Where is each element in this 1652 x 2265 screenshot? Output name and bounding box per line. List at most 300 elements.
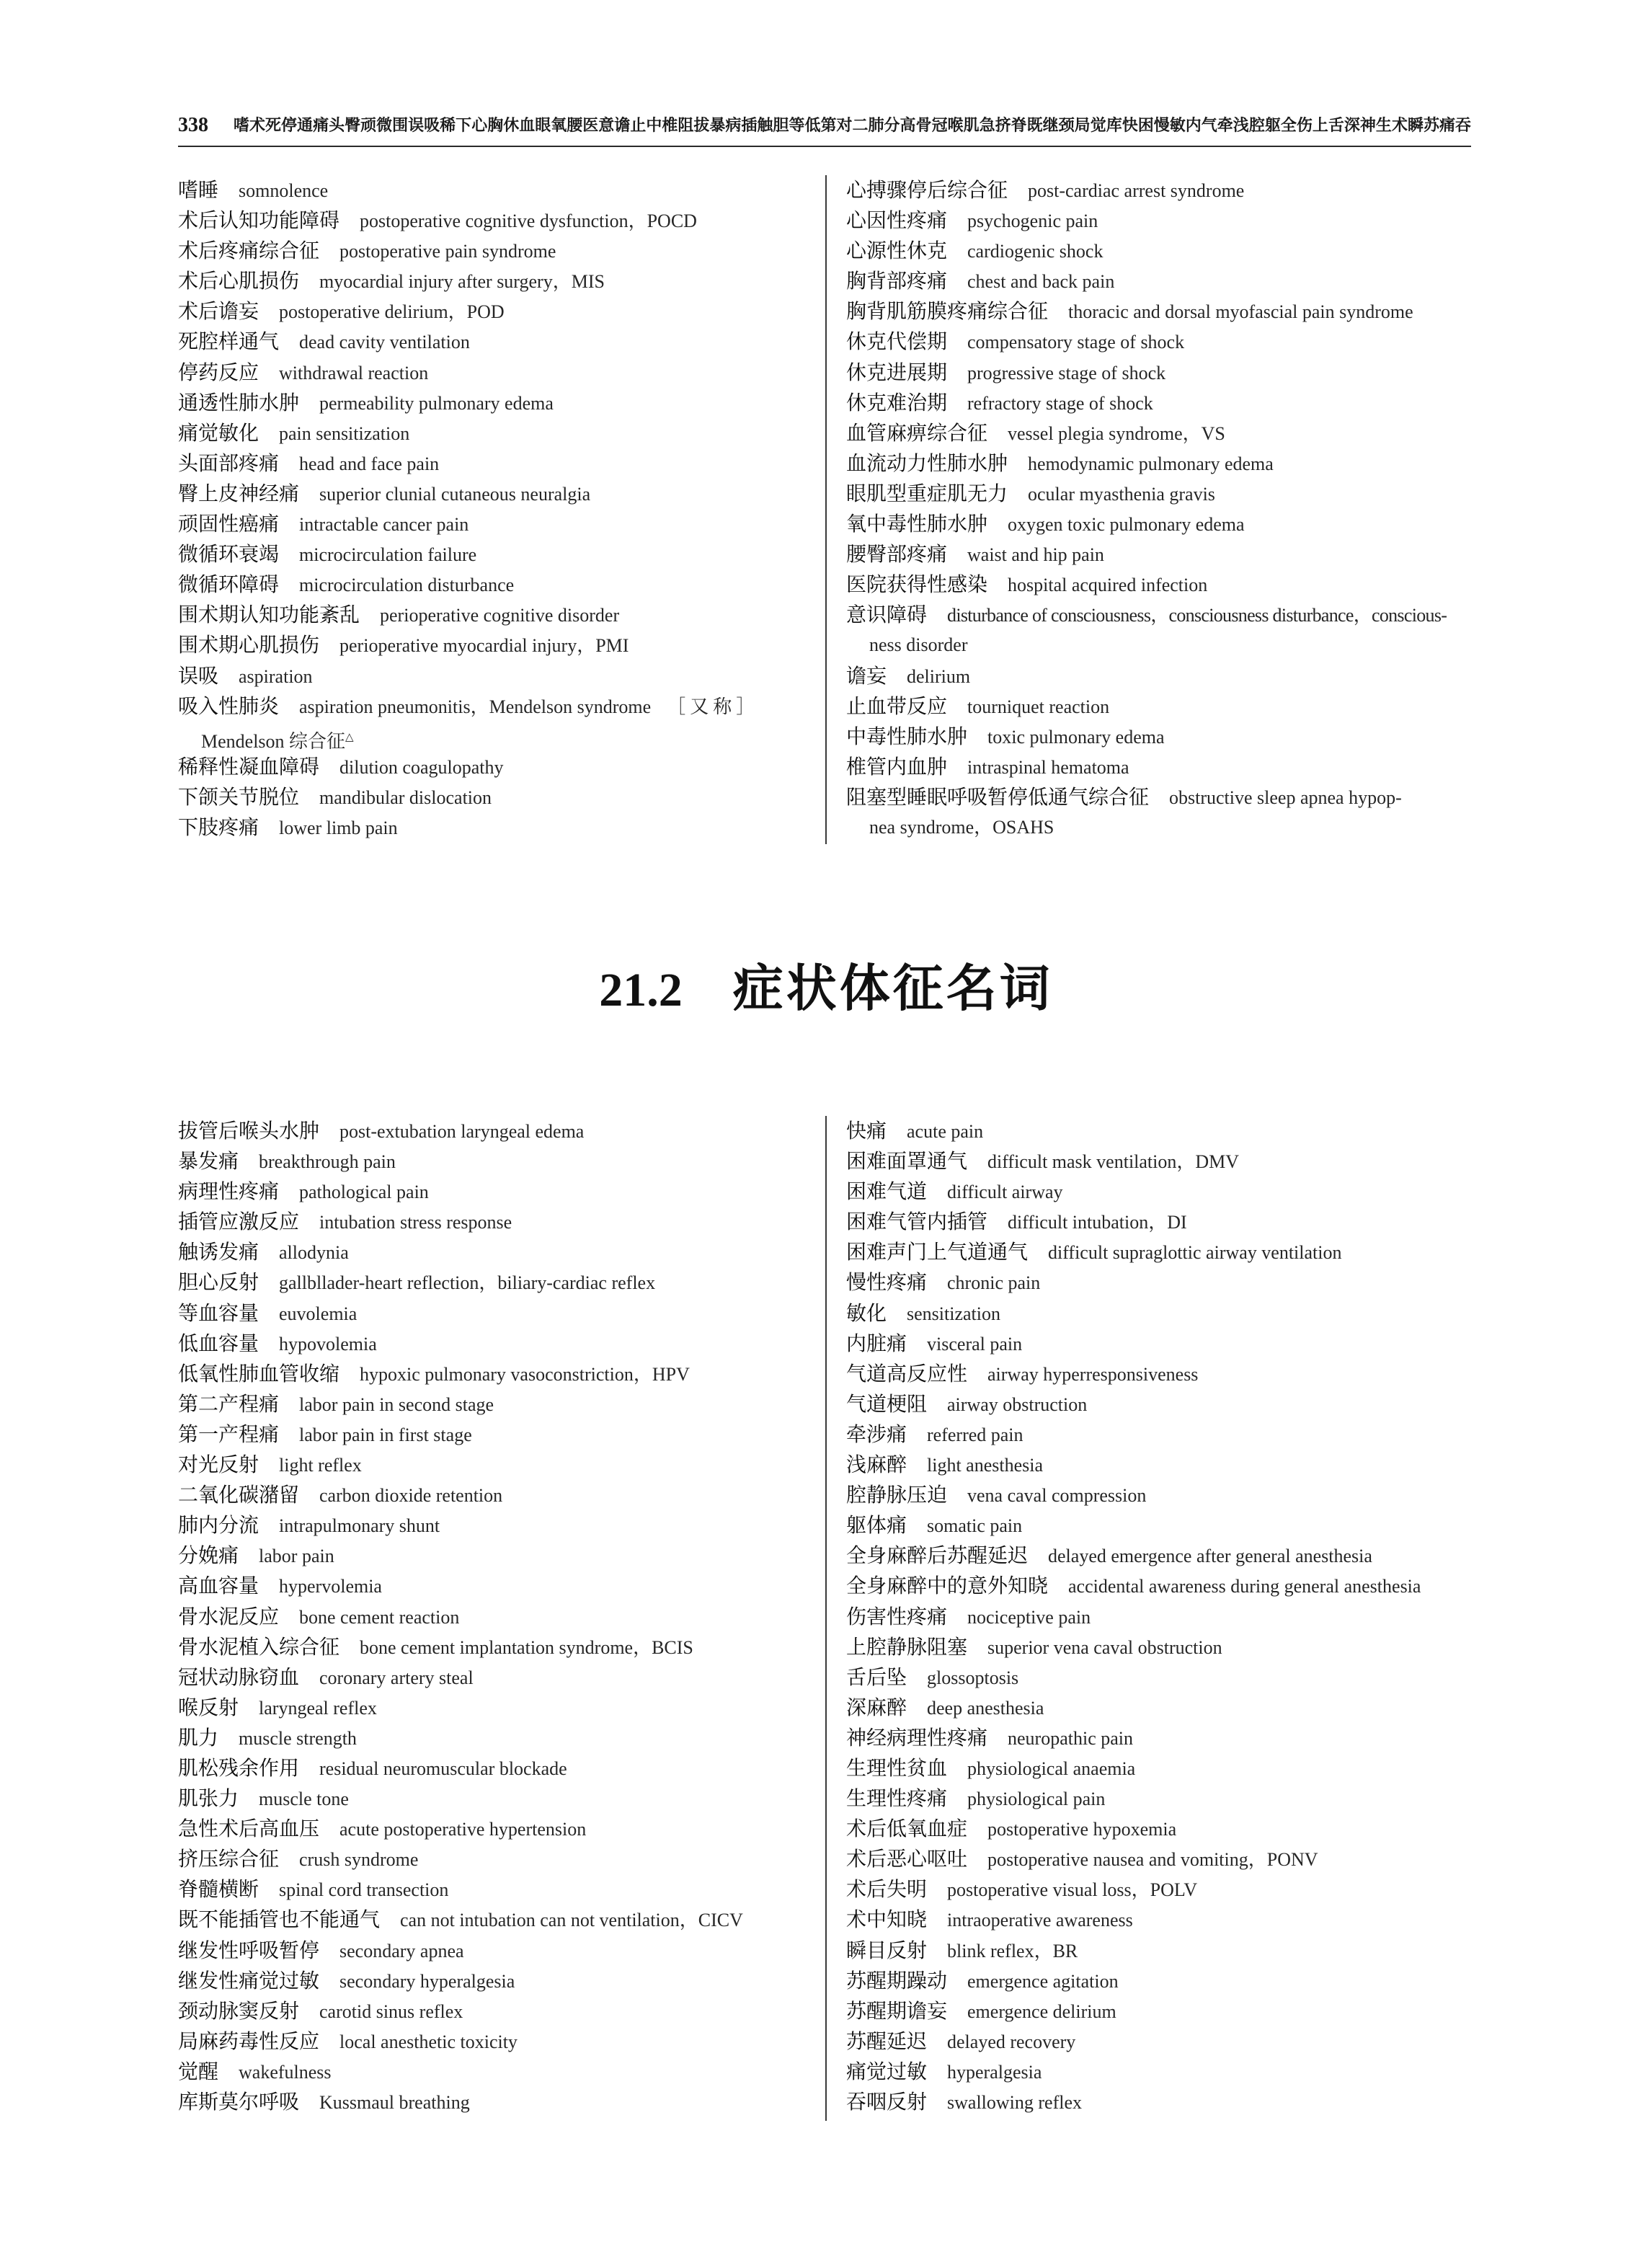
term-chinese: 喉反射 (178, 1695, 239, 1719)
term-entry (178, 1267, 812, 1298)
term-chinese: 困难面罩通气 (846, 1149, 968, 1174)
term-chinese: 颈动脉窦反射 (178, 1998, 300, 2023)
term-english: oxygen toxic pulmonary edema (1008, 514, 1245, 536)
term-english: can not intubation can not ventilation，CICV (400, 1910, 743, 1931)
term-line (846, 691, 1472, 722)
term-line (178, 1237, 812, 1267)
term-line (846, 1723, 1472, 1753)
term-line (846, 1298, 1472, 1329)
term-chinese: 浅麻醉 (846, 1453, 907, 1477)
term-english: postoperative cognitive dysfunction，POCD (360, 210, 697, 232)
column-divider (825, 1116, 827, 2121)
term-english: refractory stage of shock (967, 392, 1153, 414)
term-entry (178, 1541, 812, 1571)
term-entry (846, 1753, 1472, 1783)
term-entry (846, 2057, 1472, 2087)
term-line (178, 691, 812, 722)
running-head-index: 嗜术死停通痛头臀顽微围误吸稀下心胸休血眼氧腰医意谵止中椎阻拔暴病插触胆等低第对二肺分高骨冠喉肌急挤脊既继颈局觉库快困慢敏内气牵浅腔躯全伤上舌深神生术瞬苏痛吞 (234, 116, 1471, 135)
term-english: aspiration (239, 665, 313, 687)
term-entry (846, 661, 1472, 691)
term-english: airway obstruction (947, 1393, 1088, 1415)
term-line (178, 1207, 812, 1237)
term-entry (178, 1329, 812, 1359)
term-entry (178, 1176, 812, 1207)
term-entry (846, 1359, 1472, 1389)
term-english: light reflex (279, 1455, 362, 1476)
term-line (846, 1571, 1472, 1601)
term-entry (846, 1146, 1472, 1176)
term-chinese: 血流动力性肺水肿 (846, 451, 1008, 475)
term-line (846, 782, 1472, 812)
term-line (846, 327, 1472, 357)
term-entry (846, 1602, 1472, 1632)
term-line (846, 1541, 1472, 1571)
term-chinese: 挤压综合征 (178, 1847, 280, 1871)
term-entry (846, 1116, 1472, 1146)
term-line (178, 539, 812, 569)
term-chinese: 术后心肌损伤 (178, 269, 300, 293)
term-entry (178, 1693, 812, 1723)
running-head (178, 110, 1471, 141)
term-chinese: 骨水泥反应 (178, 1604, 280, 1628)
term-line (178, 358, 812, 388)
term-line (846, 1207, 1472, 1237)
term-line (846, 661, 1472, 691)
term-chinese: 术后失明 (846, 1877, 928, 1902)
term-english: emergence delirium (967, 2000, 1116, 2022)
term-column-right (846, 1116, 1472, 2117)
term-chinese: 医院获得性感染 (846, 572, 988, 597)
term-entry (178, 1602, 812, 1632)
term-english: euvolemia (279, 1303, 358, 1324)
term-chinese: 肺内分流 (178, 1513, 259, 1538)
term-english: labor pain (259, 1546, 334, 1567)
term-english: microcirculation failure (299, 544, 477, 566)
term-english: post-extubation laryngeal edema (339, 1121, 585, 1142)
term-chinese: 躯体痛 (846, 1513, 907, 1538)
term-entry (178, 2057, 812, 2087)
term-entry (178, 388, 812, 418)
term-entry (846, 509, 1472, 539)
column-divider (825, 175, 827, 844)
term-line (178, 1510, 812, 1541)
term-english: psychogenic pain (967, 210, 1098, 232)
term-chinese: 高血容量 (178, 1574, 259, 1598)
term-english-continued: Mendelson 综合征 (201, 730, 346, 752)
term-chinese: 休克代偿期 (846, 329, 948, 354)
term-chinese: 插管应激反应 (178, 1210, 300, 1234)
term-english: myocardial injury after surgery，MIS (319, 271, 605, 293)
term-entry (178, 1662, 812, 1693)
term-entry (846, 1207, 1472, 1237)
term-line (846, 1146, 1472, 1176)
term-chinese: 舌后坠 (846, 1665, 907, 1689)
term-line (178, 1844, 812, 1874)
term-entry (846, 327, 1472, 357)
term-line (846, 1602, 1472, 1632)
term-entry (846, 1450, 1472, 1480)
term-english: hypoxic pulmonary vasoconstriction，HPV (360, 1363, 690, 1385)
term-english: local anesthetic toxicity (339, 2031, 518, 2052)
term-chinese: 腰臀部疼痛 (846, 542, 948, 567)
term-entry (178, 630, 812, 660)
term-chinese: 二氧化碳潴留 (178, 1483, 300, 1507)
term-entry (846, 1541, 1472, 1571)
term-chinese: 肌松残余作用 (178, 1755, 300, 1780)
term-english: ocular myasthenia gravis (1028, 483, 1215, 505)
term-chinese: 谵妄 (846, 663, 887, 688)
term-chinese: 氧中毒性肺水肿 (846, 512, 988, 536)
term-line (178, 1632, 812, 1662)
term-english: breakthrough pain (259, 1151, 396, 1173)
term-chinese: 暴发痛 (178, 1149, 239, 1174)
term-line (846, 509, 1472, 539)
term-entry (846, 448, 1472, 479)
term-entry (846, 1905, 1472, 1935)
term-chinese: 微循环障碍 (178, 572, 280, 597)
term-entry (846, 1389, 1472, 1419)
term-entry (178, 1571, 812, 1601)
term-line-continued (846, 630, 1472, 660)
term-english: postoperative visual loss，POLV (947, 1879, 1198, 1901)
term-entry (178, 569, 812, 600)
term-line (178, 1662, 812, 1693)
term-english: waist and hip pain (967, 544, 1104, 566)
term-chinese: 困难气道 (846, 1179, 928, 1204)
term-english: aspiration pneumonitis，Mendelson syndrome (299, 696, 652, 717)
term-english: muscle tone (259, 1788, 349, 1810)
term-entry (846, 569, 1472, 600)
term-english: superior clunial cutaneous neuralgia (319, 483, 591, 505)
term-entry (178, 1389, 812, 1419)
term-entry (178, 812, 812, 843)
term-line (178, 1966, 812, 1996)
term-chinese: 苏醒期谵妄 (846, 1998, 948, 2023)
term-chinese: 内脏痛 (846, 1331, 907, 1355)
term-line (846, 2087, 1472, 2117)
term-line (178, 1723, 812, 1753)
term-english: referred pain (927, 1424, 1023, 1445)
term-line (846, 1632, 1472, 1662)
term-line (178, 569, 812, 600)
term-line (178, 661, 812, 691)
term-line (178, 1693, 812, 1723)
term-english: cardiogenic shock (967, 241, 1103, 262)
term-chinese: 微循环衰竭 (178, 542, 280, 567)
term-line (178, 175, 812, 205)
term-entry (178, 2026, 812, 2057)
term-column-left (178, 1116, 812, 2117)
term-entry (846, 358, 1472, 388)
section-number: 21.2 (599, 964, 683, 1016)
term-chinese: 顽固性癌痛 (178, 512, 280, 536)
term-english: postoperative delirium，POD (279, 301, 505, 323)
term-english: deep anesthesia (927, 1697, 1044, 1719)
term-entry (846, 1996, 1472, 2026)
term-line (846, 296, 1472, 327)
term-chinese: 肌力 (178, 1725, 219, 1750)
term-chinese: 痛觉敏化 (178, 420, 259, 445)
term-entry (846, 1632, 1472, 1662)
term-line (846, 266, 1472, 296)
term-entry (846, 1662, 1472, 1693)
term-line (178, 1419, 812, 1450)
term-line (178, 205, 812, 236)
term-entry (846, 722, 1472, 752)
term-line (846, 1267, 1472, 1298)
term-line (846, 1844, 1472, 1874)
term-line (178, 479, 812, 509)
term-chinese: 继发性痛觉过敏 (178, 1968, 320, 1993)
term-line (178, 388, 812, 418)
term-english: head and face pain (299, 453, 440, 474)
term-entry (178, 1966, 812, 1996)
term-entry (846, 479, 1472, 509)
term-line (846, 1237, 1472, 1267)
term-chinese: 觉醒 (178, 2059, 219, 2083)
term-chinese: 困难声门上气道通气 (846, 1240, 1029, 1264)
term-chinese: 吞咽反射 (846, 2090, 928, 2114)
term-chinese: 触诱发痛 (178, 1240, 259, 1264)
term-line (846, 418, 1472, 448)
term-entry (178, 1996, 812, 2026)
term-chinese: 上腔静脉阻塞 (846, 1634, 968, 1659)
term-column-right (846, 175, 1472, 843)
term-line (846, 205, 1472, 236)
term-english-continued: nea syndrome，OSAHS (869, 816, 1054, 838)
term-line (846, 1783, 1472, 1814)
term-entry (846, 1693, 1472, 1723)
term-english: accidental awareness during general anesthesia (1068, 1576, 1421, 1597)
term-english: mandibular dislocation (319, 786, 492, 808)
term-line (846, 1116, 1472, 1146)
term-english: chronic pain (947, 1272, 1041, 1294)
term-chinese: 深麻醉 (846, 1695, 907, 1719)
term-line (178, 1389, 812, 1419)
term-line (178, 1298, 812, 1329)
term-line (846, 236, 1472, 266)
term-chinese: 全身麻醉后苏醒延迟 (846, 1543, 1029, 1568)
term-english: difficult airway (947, 1182, 1063, 1203)
term-chinese: 继发性呼吸暂停 (178, 1938, 320, 1962)
term-english: labor pain in first stage (299, 1424, 472, 1445)
term-entry (178, 1450, 812, 1480)
term-line (178, 266, 812, 296)
term-english: toxic pulmonary edema (987, 726, 1165, 748)
term-entry (846, 205, 1472, 236)
term-english: hospital acquired infection (1008, 575, 1208, 596)
term-line (846, 2057, 1472, 2087)
term-entry (178, 752, 812, 782)
term-chinese: 休克难治期 (846, 390, 948, 415)
term-entry (846, 388, 1472, 418)
term-chinese: 生理性疼痛 (846, 1786, 948, 1811)
term-chinese: 痛觉过敏 (846, 2059, 928, 2083)
term-chinese: 快痛 (846, 1119, 887, 1143)
term-english: vessel plegia syndrome，VS (1008, 422, 1225, 444)
term-chinese: 苏醒期躁动 (846, 1968, 948, 1993)
term-chinese: 下肢疼痛 (178, 815, 259, 839)
term-english: somatic pain (927, 1515, 1023, 1537)
term-entry (846, 1419, 1472, 1450)
term-english: pain sensitization (279, 422, 410, 444)
term-line (178, 1936, 812, 1966)
term-entry (846, 1176, 1472, 1207)
term-english: postoperative hypoxemia (987, 1819, 1177, 1840)
term-english: thoracic and dorsal myofascial pain syndrome (1068, 301, 1413, 323)
term-chinese: 骨水泥植入综合征 (178, 1634, 340, 1659)
term-line (178, 2087, 812, 2117)
term-line (846, 1389, 1472, 1419)
term-line (846, 1450, 1472, 1480)
superscript-mark: △ (345, 730, 354, 743)
term-english: visceral pain (927, 1333, 1023, 1355)
term-chinese: 第二产程痛 (178, 1391, 280, 1416)
term-line (846, 358, 1472, 388)
term-line (178, 2026, 812, 2057)
term-line (846, 1874, 1472, 1905)
term-line (178, 296, 812, 327)
term-line (846, 1419, 1472, 1450)
term-english: wakefulness (239, 2061, 332, 2083)
term-english: coronary artery steal (319, 1667, 474, 1688)
term-line (178, 509, 812, 539)
term-line (178, 1753, 812, 1783)
term-entry (178, 1844, 812, 1874)
term-chinese: 气道高反应性 (846, 1361, 968, 1386)
term-line-continued (846, 812, 1472, 843)
term-line (846, 2026, 1472, 2057)
term-chinese: 对光反射 (178, 1453, 259, 1477)
term-english: permeability pulmonary edema (319, 392, 554, 414)
term-entry (178, 236, 812, 266)
term-chinese: 意识障碍 (846, 603, 928, 627)
term-english: postoperative nausea and vomiting，PONV (987, 1849, 1318, 1871)
term-line (846, 1359, 1472, 1389)
term-entry (178, 1632, 812, 1662)
term-english: superior vena caval obstruction (987, 1636, 1222, 1658)
term-chinese: 血管麻痹综合征 (846, 420, 988, 445)
term-entry (178, 539, 812, 569)
term-entry (178, 296, 812, 327)
term-line (178, 1541, 812, 1571)
term-english: delayed recovery (947, 2031, 1076, 2052)
term-english: labor pain in second stage (299, 1393, 494, 1415)
term-english: blink reflex，BR (947, 1940, 1078, 1962)
term-line (178, 418, 812, 448)
term-chinese: 低氧性肺血管收缩 (178, 1361, 340, 1386)
term-entry (178, 175, 812, 205)
term-chinese: 肌张力 (178, 1786, 239, 1811)
term-english: airway hyperresponsiveness (987, 1363, 1199, 1385)
term-english: spinal cord transection (279, 1879, 449, 1901)
term-line (846, 569, 1472, 600)
term-chinese: 嗜睡 (178, 178, 219, 202)
term-chinese: 死腔样通气 (178, 329, 280, 354)
term-english: vena caval compression (967, 1485, 1147, 1507)
term-chinese: 等血容量 (178, 1300, 259, 1325)
term-english: dead cavity ventilation (299, 332, 470, 353)
term-english: carotid sinus reflex (319, 2000, 463, 2022)
term-english: progressive stage of shock (967, 362, 1166, 384)
term-entry (846, 1966, 1472, 1996)
term-english: bone cement implantation syndrome，BCIS (360, 1636, 693, 1658)
term-english: perioperative myocardial injury，PMI (339, 635, 629, 657)
term-entry (846, 296, 1472, 327)
term-english: nociceptive pain (967, 1606, 1091, 1628)
term-entry (846, 752, 1472, 782)
term-chinese: 胆心反射 (178, 1270, 259, 1295)
term-english: hemodynamic pulmonary edema (1028, 453, 1274, 474)
term-chinese: 下颌关节脱位 (178, 784, 300, 809)
term-chinese: 冠状动脉窃血 (178, 1665, 300, 1689)
term-entry (846, 1814, 1472, 1844)
term-chinese: 通透性肺水肿 (178, 390, 300, 415)
term-english: crush syndrome (299, 1849, 419, 1871)
term-chinese: 术后认知功能障碍 (178, 208, 340, 233)
term-line (178, 1267, 812, 1298)
term-english: hyperalgesia (947, 2061, 1042, 2083)
term-chinese: 臀上皮神经痛 (178, 481, 300, 505)
term-english: sensitization (907, 1303, 1000, 1324)
term-line (178, 812, 812, 843)
header-rule (178, 146, 1471, 147)
term-chinese: 腔静脉压迫 (846, 1483, 948, 1507)
term-line (178, 1905, 812, 1935)
term-line (178, 1996, 812, 2026)
term-english: obstructive sleep apnea hypop- (1169, 786, 1402, 808)
term-entry (178, 1905, 812, 1935)
term-line (178, 1116, 812, 1146)
term-english: post-cardiac arrest syndrome (1028, 180, 1245, 201)
term-entry (846, 2026, 1472, 2057)
term-chinese: 吸入性肺炎 (178, 693, 280, 718)
term-english: residual neuromuscular blockade (319, 1758, 567, 1779)
term-line (846, 1966, 1472, 1996)
term-entry (178, 418, 812, 448)
term-chinese: 第一产程痛 (178, 1422, 280, 1446)
term-english: intraspinal hematoma (967, 756, 1129, 778)
term-chinese: 术后恶心呕吐 (846, 1847, 968, 1871)
term-line (178, 1146, 812, 1176)
term-entry (178, 1298, 812, 1329)
term-line (846, 600, 1472, 630)
term-line (178, 2057, 812, 2087)
term-chinese: 瞬目反射 (846, 1938, 928, 1962)
term-entry (178, 448, 812, 479)
term-line (178, 1359, 812, 1389)
term-entry (846, 1510, 1472, 1541)
term-chinese: 术后谵妄 (178, 299, 259, 324)
term-entry (178, 661, 812, 691)
term-line (846, 1510, 1472, 1541)
term-chinese: 稀释性凝血障碍 (178, 754, 320, 779)
term-entry (846, 1329, 1472, 1359)
term-chinese: 神经病理性疼痛 (846, 1725, 988, 1750)
term-english: swallowing reflex (947, 2092, 1083, 2113)
term-english: carbon dioxide retention (319, 1485, 503, 1507)
alias-label: ［又称］ (667, 696, 760, 717)
term-entry (846, 1298, 1472, 1329)
term-entry (846, 1844, 1472, 1874)
term-entry (846, 236, 1472, 266)
term-chinese: 心源性休克 (846, 239, 948, 263)
term-chinese: 库斯莫尔呼吸 (178, 2090, 300, 2114)
term-english: chest and back pain (967, 271, 1115, 293)
term-entry (178, 205, 812, 236)
term-english: intrapulmonary shunt (279, 1515, 440, 1537)
term-entry (846, 2087, 1472, 2117)
